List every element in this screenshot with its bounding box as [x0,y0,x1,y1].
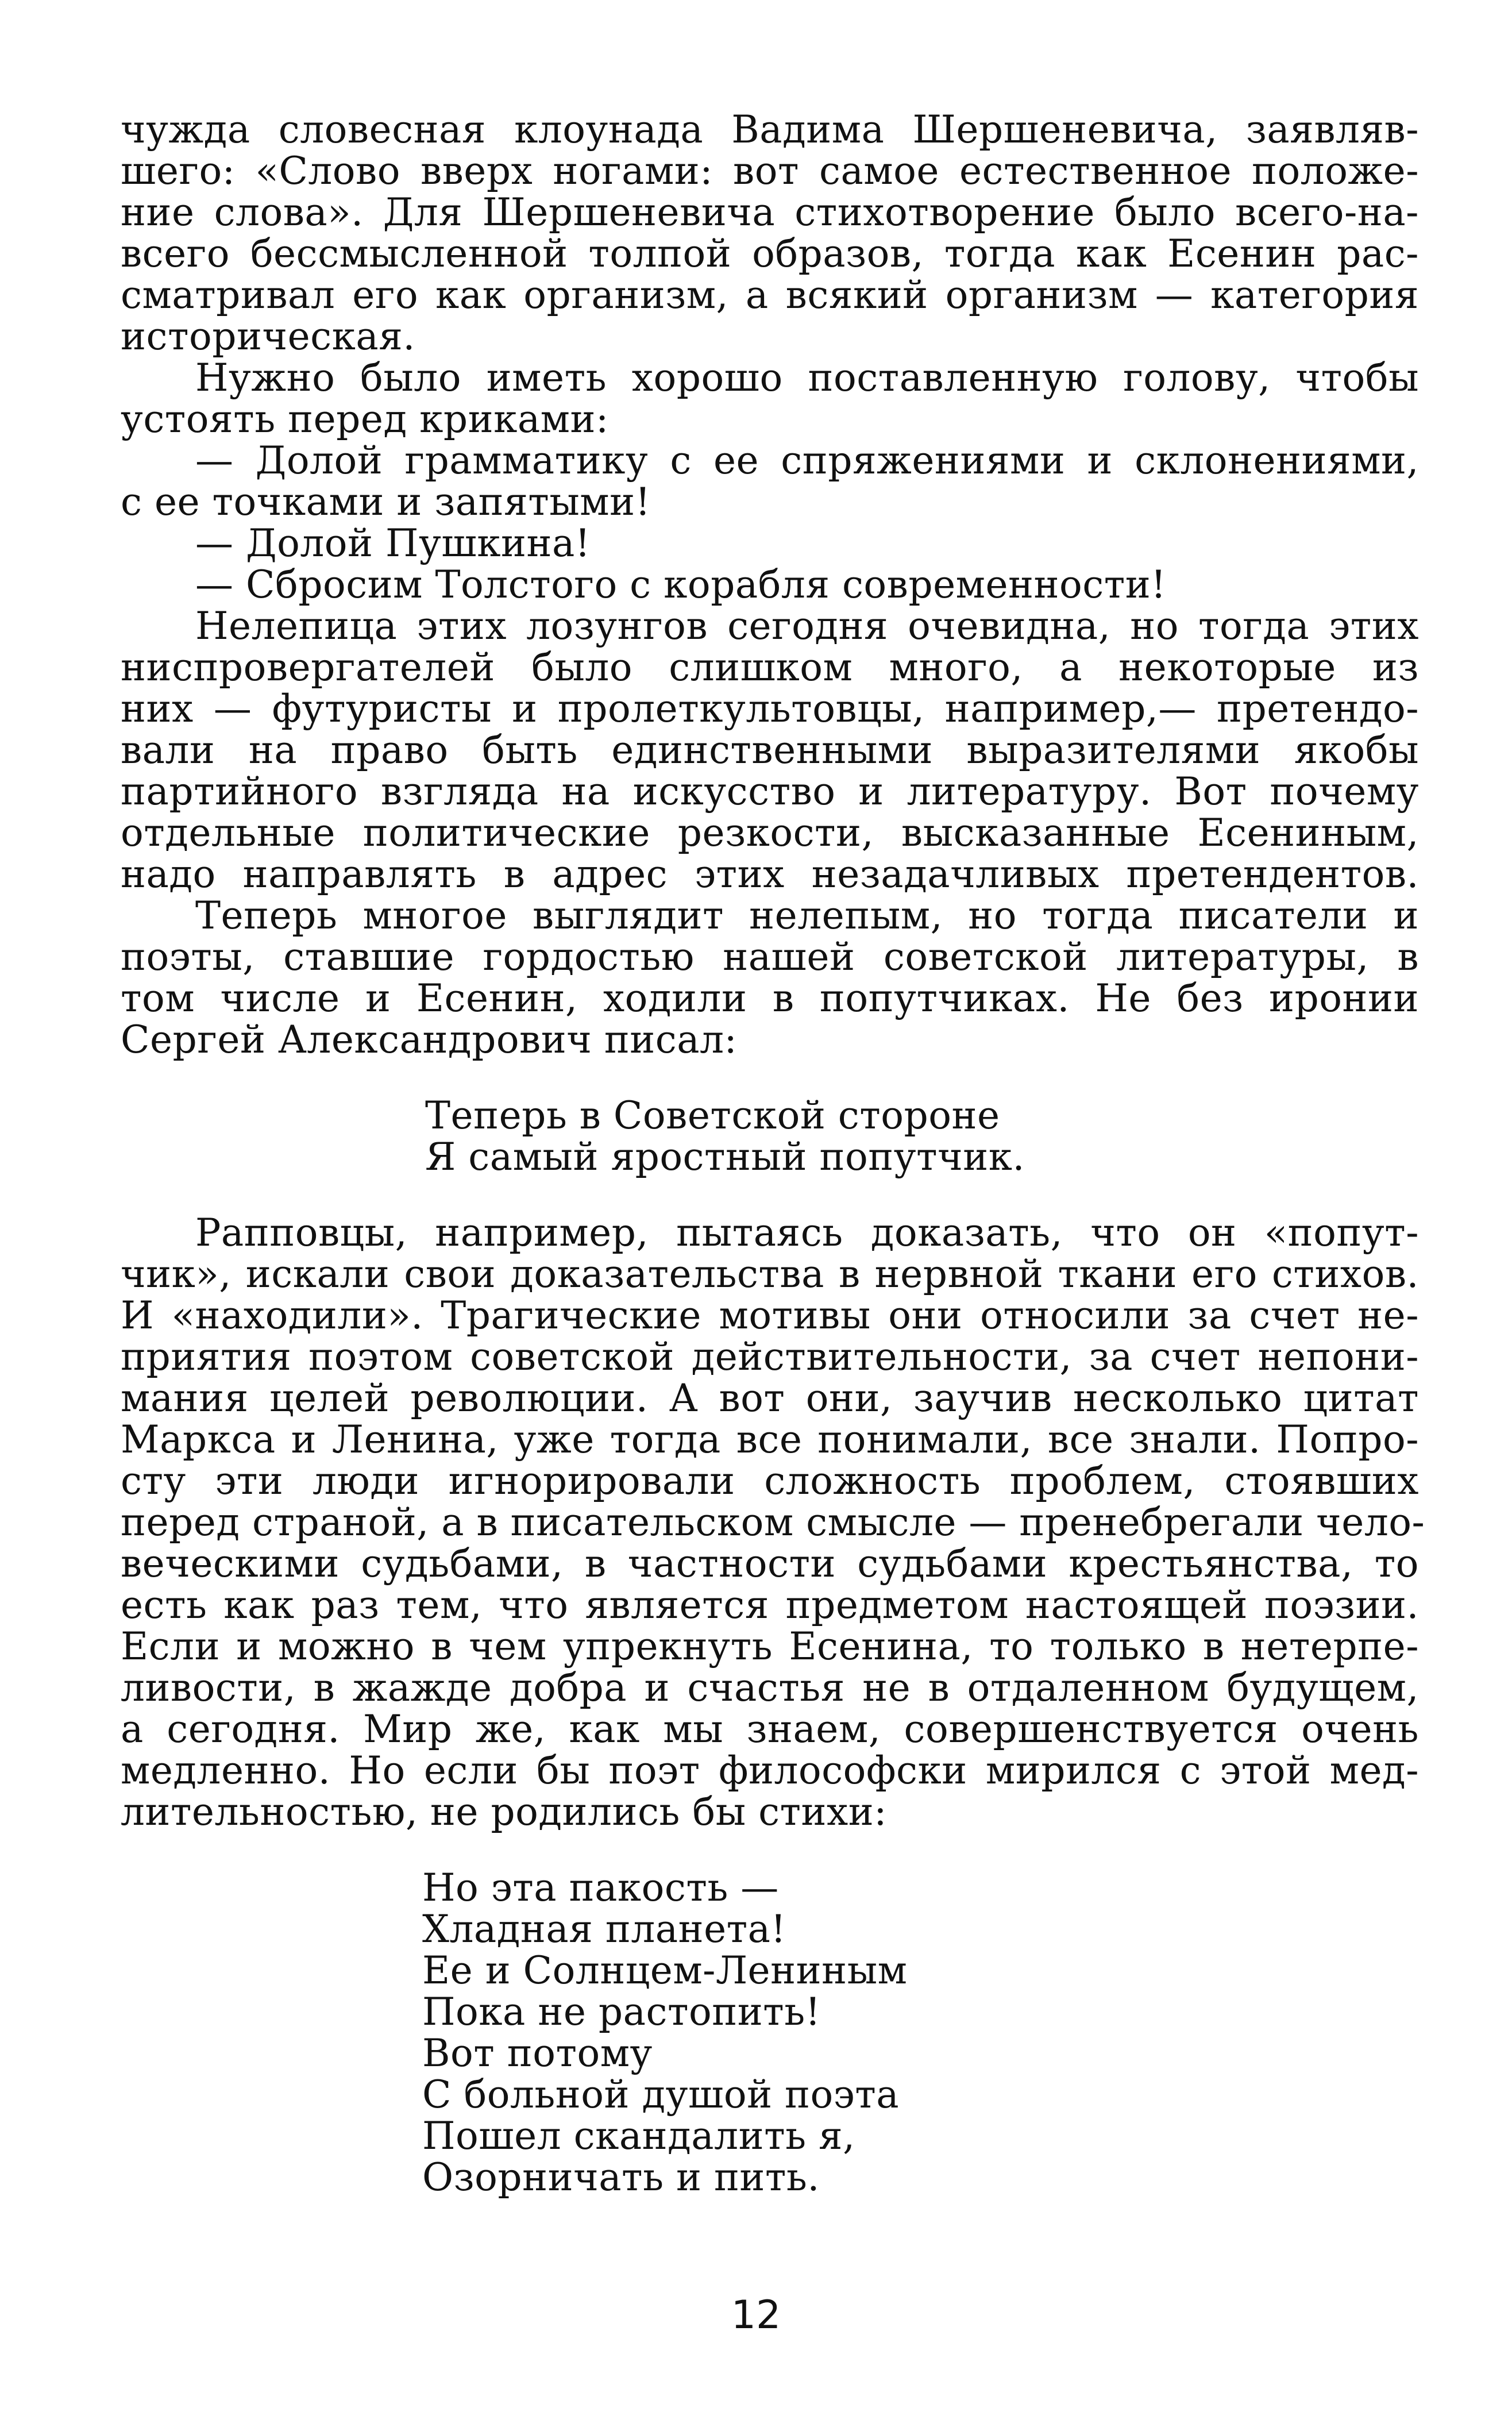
text-line: всего бессмысленной толпой образов, тогда как Есенин рас- [121,232,1419,276]
text-line: Теперь многое выглядит нелепым, но тогда писатели и [195,893,1419,938]
text-line: лительностью, не родились бы стихи: [121,1790,887,1834]
text-line: приятия поэтом советской действительности, за счет непони- [121,1335,1419,1379]
text-line: — Долой грамматику с ее спряжениями и склонениями, [195,438,1419,483]
text-line: ние слова». Для Шершеневича стихотворение было всего-на- [121,190,1419,234]
verse-line: Вот потому [422,2031,653,2075]
text-line: историческая. [121,314,415,359]
text-line: сту эти люди игнорировали сложность проблем, стоявших [121,1459,1419,1503]
text-line: поэты, ставшие гордостью нашей советской литературы, в [121,935,1419,979]
text-line: — Долой Пушкина! [195,521,591,565]
text-line: а сегодня. Мир же, как мы знаем, совершенствуется очень [121,1707,1419,1751]
text-line: веческими судьбами, в частности судьбами крестьянства, то [121,1542,1419,1586]
text-line: перед страной, а в писательском смысле — пренебрегали чело- [121,1500,1425,1544]
text-line: Рапповцы, например, пытаясь доказать, что он «попут- [195,1211,1419,1255]
text-line: — Сбросим Толстого с корабля современности! [195,562,1167,607]
text-line: партийного взгляда на искусство и литературу. Вот почему [121,769,1419,814]
text-line: том числе и Есенин, ходили в попутчиках. Не без иронии [121,976,1419,1020]
verse-quote [121,1867,1419,2198]
verse-line: Озорничать и пить. [422,2155,820,2199]
text-line: есть как раз тем, что является предметом настоящей поэзии. [121,1583,1419,1627]
text-line: отдельные политические резкости, высказанные Есениным, [121,811,1419,855]
paragraph [121,1211,1425,1834]
text-line: Маркса и Ленина, уже тогда все понимали, все знали. Попро- [121,1417,1419,1462]
text-line: Сергей Александрович писал: [121,1018,738,1062]
verse-line: Пока не растопить! [422,1990,821,2034]
paragraph [121,895,1419,1061]
paragraph [121,523,1419,564]
text-line: них — футуристы и пролеткультовцы, например,— претендо- [121,687,1419,731]
text-line: ливости, в жажде добра и счастья не в отдаленном будущем, [121,1666,1419,1710]
verse-line: Ее и Солнцем-Лениным [422,1948,908,1993]
verse-line: С больной душой поэта [422,2072,900,2117]
text-line: мания целей революции. А вот они, заучив несколько цитат [121,1376,1419,1420]
text-line: Нелепица этих лозунгов сегодня очевидна, но тогда этих [195,604,1419,648]
text-line: чужда словесная клоунада Вадима Шершеневича, заявляв- [121,107,1419,152]
verse-line: Пошел скандалить я, [422,2114,855,2158]
verse-line: Хладная планета! [422,1907,786,1951]
paragraph [121,109,1419,357]
text-line: И «находили». Трагические мотивы они относили за счет не- [121,1293,1419,1338]
text-line: устоять перед криками: [121,397,609,441]
verse-line: Я самый яростный попутчик. [425,1135,1025,1179]
paragraph [121,564,1419,606]
text-line: шего: «Слово вверх ногами: вот самое естественное положе- [121,149,1419,193]
text-line: ниспровергателей было слишком много, а некоторые из [121,645,1419,689]
paragraph [121,357,1419,440]
text-line: Если и можно в чем упрекнуть Есенина, то только в нетерпе- [121,1624,1419,1669]
paragraph [121,606,1419,895]
text-line: сматривал его как организм, а всякий организм — категория [121,273,1419,317]
text-line: медленно. Но если бы поэт философски мирился с этой мед- [121,1748,1419,1793]
text-line: надо направлять в адрес этих незадачливых претендентов. [121,852,1419,896]
verse-line: Но эта пакость — [422,1866,779,1910]
page-body [121,107,1425,2233]
text-line: чик», искали свои доказательства в нервной ткани его стихов. [121,1252,1419,1296]
text-line: вали на право быть единственными выразителями якобы [121,728,1419,772]
text-line: Нужно было иметь хорошо поставленную голову, чтобы [195,356,1419,400]
paragraph [121,440,1419,523]
verse-line: Теперь в Советской стороне [425,1093,1000,1138]
text-line: с ее точками и запятыми! [121,480,651,524]
verse-quote [121,1095,1419,1178]
page-number: 12 [731,2293,781,2338]
